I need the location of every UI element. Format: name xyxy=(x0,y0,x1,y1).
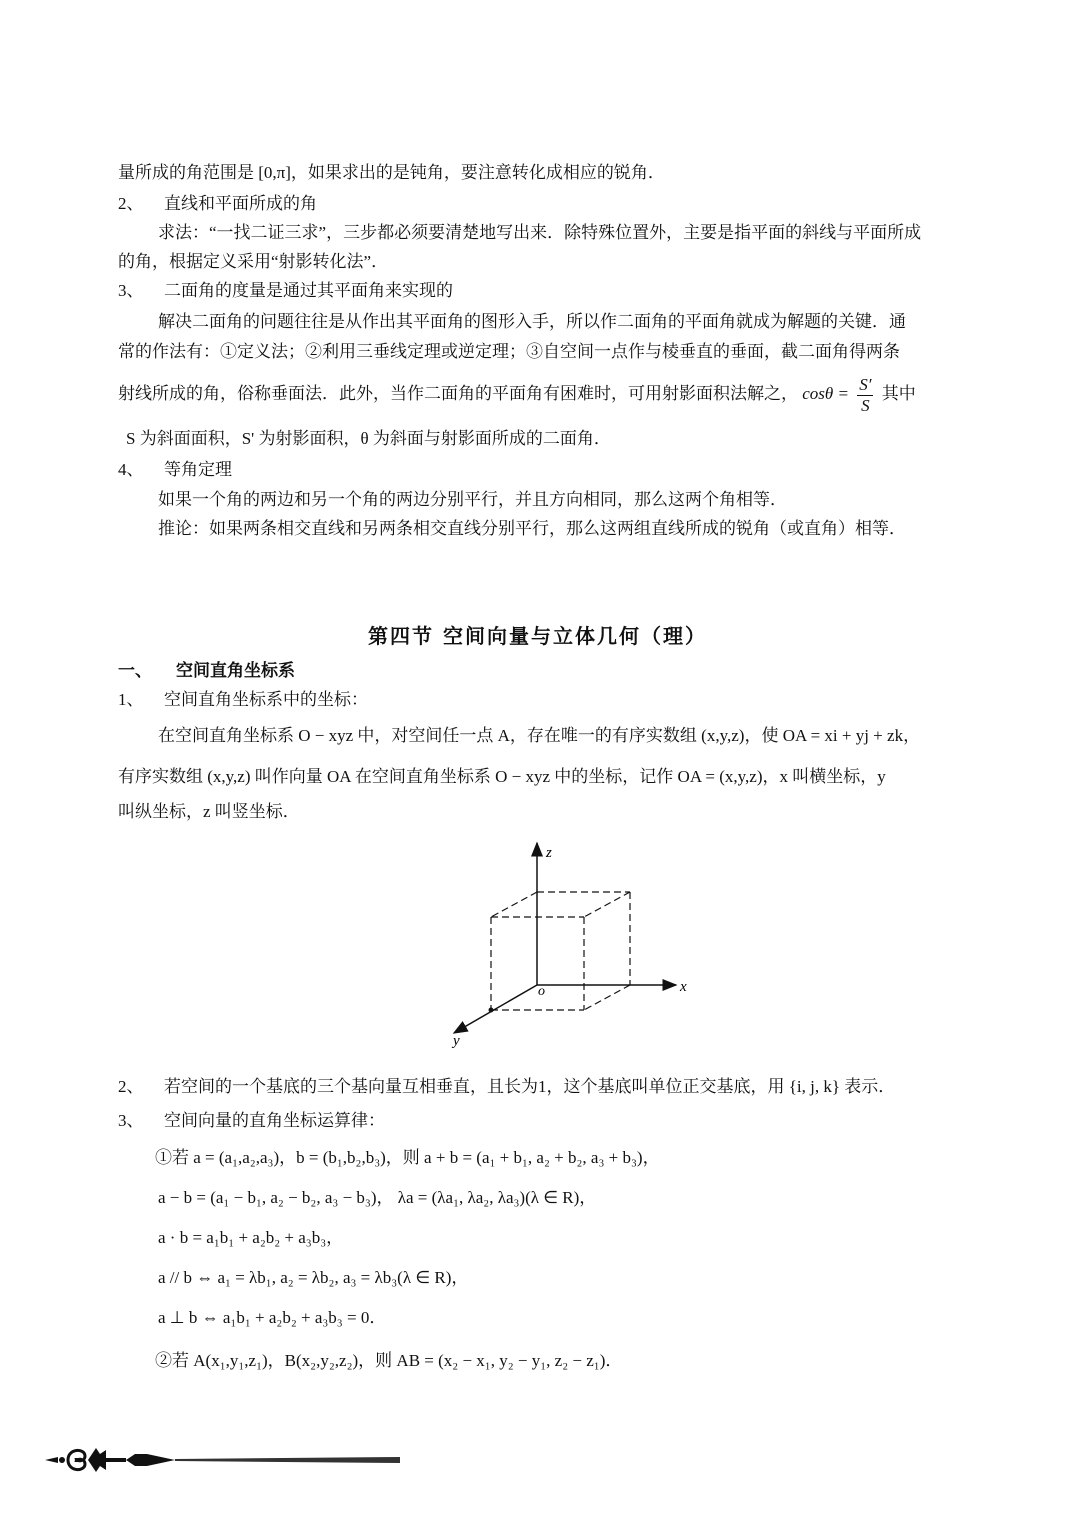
item-4-body-line-1: 如果一个角的两边和另一个角的两边分别平行，并且方向相同，那么这两个角相等． xyxy=(158,490,787,509)
point-3-heading xyxy=(118,1110,385,1132)
item-4-body-line-2: 推论：如果两条相交直线和另两条相交直线分别平行，那么这两组直线所成的锐角（或直角）相等． xyxy=(158,519,906,538)
item-number: 2、 xyxy=(118,194,144,213)
point-2 xyxy=(118,1076,895,1098)
item-3-body-line-2: 常的作法有：①定义法；②利用三垂线定理或逆定理；③自空间一点作与棱垂直的垂面，截二面角得两条 xyxy=(118,342,900,361)
cos-formula-lhs: cosθ = xyxy=(802,384,849,403)
item-title: 直线和平面所成的角 xyxy=(164,194,317,213)
subsection-title: 空间直角坐标系 xyxy=(176,661,295,681)
subsection-number: 一、 xyxy=(118,661,152,681)
formula-2: a − b = (a₁ − b₁, a₂ − b₂, a₃ − b₃)， λa = (λa₁, λa₂, λa₃)(λ ∈ R)， xyxy=(158,1188,597,1207)
item-2-body-line-2: 的角，根据定义采用“射影转化法”． xyxy=(118,252,389,271)
fraction-numerator: S′ xyxy=(859,374,872,394)
item-3-body-line-4: S 为斜面面积，S' 为射影面积，θ 为斜面与射影面所成的二面角． xyxy=(126,429,611,448)
body-text: 射线所成的角，俗称垂面法．此外，当作二面角的平面角有困难时，可用射影面积法解之， xyxy=(118,384,798,403)
origin-label: o xyxy=(538,984,545,999)
formula-3: a · b = a₁b₁ + a₂b₂ + a₃b₃， xyxy=(158,1228,344,1247)
formula-6: ②若 A(x₁,y₁,z₁)，B(x₂,y₂,z₂)，则 AB = (x₂ − x₁, y₂ − y₁, z₂ − z₁)． xyxy=(155,1351,623,1370)
body-text: 其中 xyxy=(881,384,916,403)
item-2-heading xyxy=(118,193,317,215)
coordinate-system-diagram xyxy=(440,835,700,1050)
formula-4: a // b ⇔ a₁ = λb₁, a₂ = λb₂, a₃ = λb₃(λ ∈ R)， xyxy=(158,1268,469,1287)
point-1-line-3: 叫纵坐标，z 叫竖坐标． xyxy=(118,802,300,821)
paragraph-angle-range: 量所成的角范围是 [0,π]，如果求出的是钝角，要注意转化成相应的锐角． xyxy=(118,163,665,182)
item-number: 1、 xyxy=(118,690,144,709)
fraction-denominator: S xyxy=(861,395,870,415)
item-number: 2、 xyxy=(118,1077,144,1096)
item-3-body-line-3 xyxy=(118,372,916,416)
z-axis-label: z xyxy=(546,845,552,861)
y-axis xyxy=(454,985,537,1033)
subsection-heading xyxy=(118,660,295,682)
section-title: 第四节 空间向量与立体几何（理） xyxy=(368,624,707,648)
point-1-line-2: 有序实数组 (x,y,z) 叫作向量 OA 在空间直角坐标系 O − xyz 中的坐标，记作 OA = (x,y,z)，x 叫横坐标，y xyxy=(118,767,886,786)
point-on-y-axis xyxy=(489,1008,494,1013)
item-number: 4、 xyxy=(118,460,144,479)
item-2-body-line-1: 求法：“一找二证三求”，三步都必须要清楚地写出来．除特殊位置外，主要是指平面的斜线与平面所成 xyxy=(158,223,922,242)
point-1-line-1: 在空间直角坐标系 O − xyz 中，对空间任一点 A，存在唯一的有序实数组 (x,y,z)，使 OA = xi + yj + zk， xyxy=(158,726,921,745)
formula-5: a ⊥ b ⇔ a₁b₁ + a₂b₂ + a₃b₃ = 0． xyxy=(158,1308,387,1327)
item-text: 若空间的一个基底的三个基向量互相垂直，且长为1，这个基底叫单位正交基底，用 {i, j, k} 表示． xyxy=(164,1077,896,1096)
item-4-heading xyxy=(118,459,232,481)
cos-fraction xyxy=(857,375,873,416)
formula-1: ①若 a = (a₁,a₂,a₃)，b = (b₁,b₂,b₃)，则 a + b = (a₁ + b₁, a₂ + b₂, a₃ + b₃)， xyxy=(155,1148,660,1167)
item-number: 3、 xyxy=(118,281,144,300)
dashed-cube xyxy=(491,892,630,1010)
footer-ornament xyxy=(40,1440,410,1480)
point-1-heading xyxy=(118,689,368,711)
item-3-heading xyxy=(118,280,453,302)
item-title: 空间直角坐标系中的坐标： xyxy=(164,690,368,709)
x-axis-label: x xyxy=(680,979,687,995)
item-title: 二面角的度量是通过其平面角来实现的 xyxy=(164,281,453,300)
item-3-body-line-1: 解决二面角的问题往往是从作出其平面角的图形入手，所以作二面角的平面角就成为解题的关键．通 xyxy=(158,312,906,331)
item-title: 等角定理 xyxy=(164,460,232,479)
y-axis-label: y xyxy=(453,1033,460,1049)
item-title: 空间向量的直角坐标运算律： xyxy=(164,1111,385,1130)
item-number: 3、 xyxy=(118,1111,144,1130)
